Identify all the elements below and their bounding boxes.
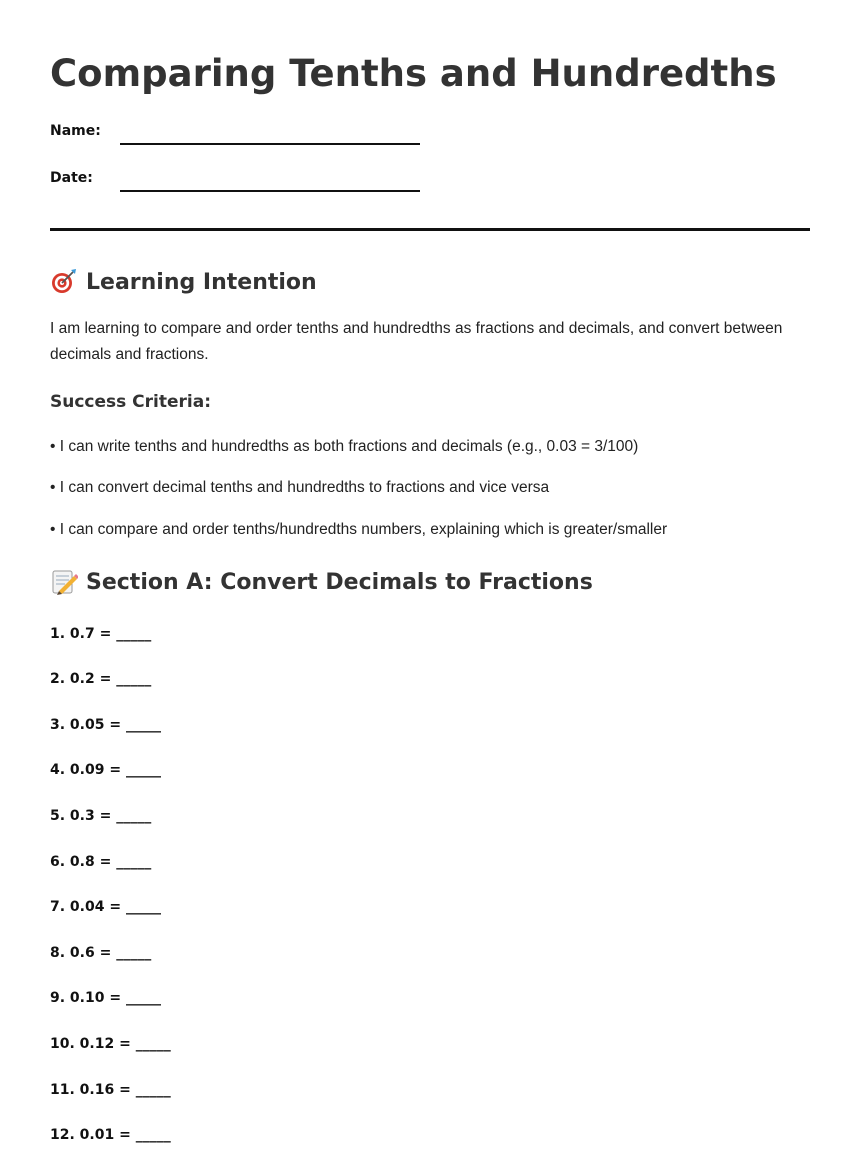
name-label: Name: [50, 123, 101, 139]
question-item[interactable]: 1. 0.7 = _____ [50, 626, 152, 642]
section-a-heading [50, 567, 593, 598]
header-divider [50, 228, 810, 231]
success-criterion: • I can convert decimal tenths and hundredths to fractions and vice versa [50, 479, 550, 496]
success-criterion: • I can write tenths and hundredths as both fractions and decimals (e.g., 0.03 = 3/100) [50, 438, 639, 455]
success-criterion: • I can compare and order tenths/hundredths numbers, explaining which is greater/smaller [50, 521, 668, 538]
date-label: Date: [50, 170, 93, 186]
date-blank-line[interactable] [120, 190, 420, 192]
memo-pencil-icon [50, 567, 78, 595]
question-item[interactable]: 2. 0.2 = _____ [50, 671, 152, 687]
name-field[interactable] [50, 122, 450, 152]
name-blank-line[interactable] [120, 143, 420, 145]
page-title: Comparing Tenths and Hundredths [50, 52, 777, 95]
learning-intention-heading [50, 267, 317, 298]
question-item[interactable]: 11. 0.16 = _____ [50, 1082, 171, 1098]
learning-intention-title: Learning Intention [86, 270, 317, 295]
question-item[interactable]: 3. 0.05 = _____ [50, 717, 161, 733]
learning-intention-text: I am learning to compare and order tenths and hundredths as fractions and decimals, and convert between decimals and fractions. [50, 320, 783, 363]
question-item[interactable]: 12. 0.01 = _____ [50, 1127, 171, 1143]
question-item[interactable]: 6. 0.8 = _____ [50, 854, 152, 870]
question-item[interactable]: 4. 0.09 = _____ [50, 762, 161, 778]
question-item[interactable]: 8. 0.6 = _____ [50, 945, 152, 961]
question-item[interactable]: 7. 0.04 = _____ [50, 899, 161, 915]
success-criteria-heading: Success Criteria: [50, 392, 212, 412]
dart-target-icon [50, 267, 78, 295]
question-item[interactable]: 9. 0.10 = _____ [50, 990, 161, 1006]
question-item[interactable]: 5. 0.3 = _____ [50, 808, 152, 824]
date-field[interactable] [50, 169, 450, 199]
question-item[interactable]: 10. 0.12 = _____ [50, 1036, 171, 1052]
section-a-title: Section A: Convert Decimals to Fractions [86, 570, 593, 595]
